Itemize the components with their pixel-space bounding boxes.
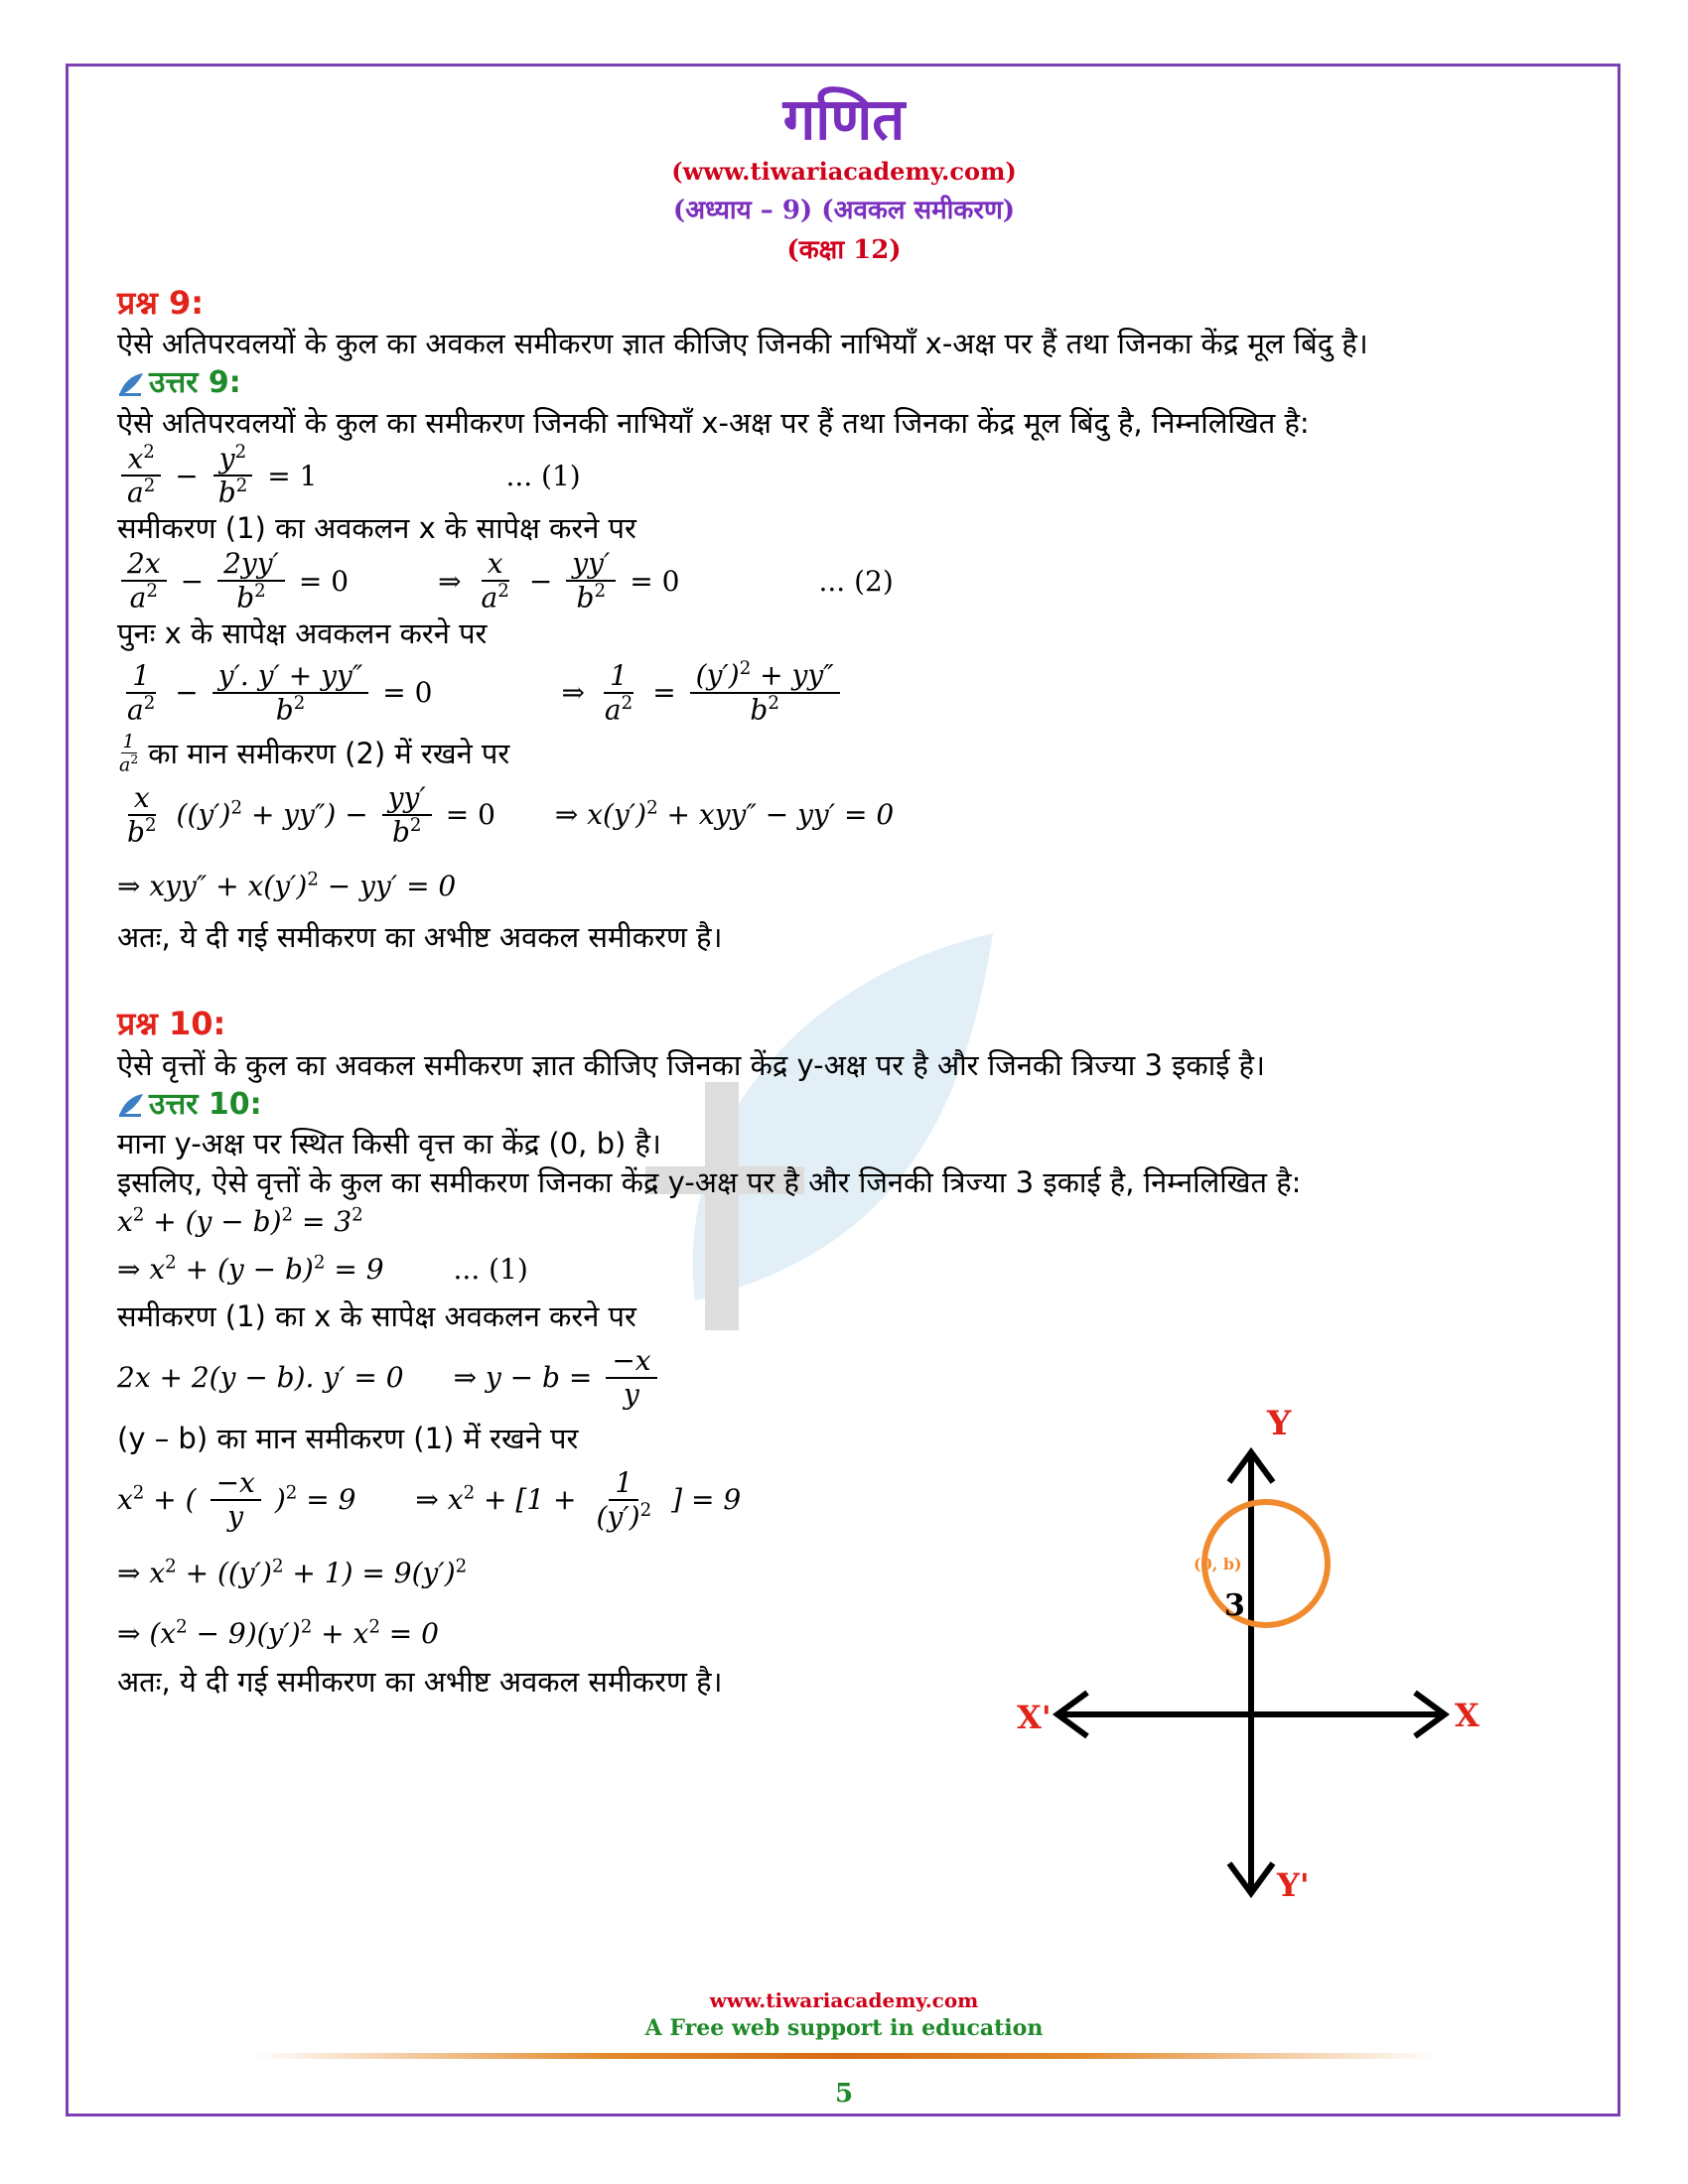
question-10-title: प्रश्न 10:	[117, 1005, 226, 1043]
radius-label: 3	[1224, 1588, 1245, 1623]
q10-equation-1: ⇒ $x^2 + (y - b)^2 = 9$ ... (1)	[117, 1242, 1597, 1297]
pen-icon	[117, 1092, 145, 1118]
q10-equation-0: $x^2 + (y - b)^2 = 3^2$	[117, 1205, 363, 1239]
q9-eq1-ref: ... (1)	[505, 459, 581, 492]
q10-line-1: माना y-अक्ष पर स्थित किसी वृत्त का केंद्र (0, b) है।	[117, 1127, 661, 1161]
q10-conclusion: अतः, ये दी गई समीकरण का अभीष्ट अवकल समीकरण है।	[117, 1664, 723, 1699]
q9-equation-1: $\frac{x^2}{a^2}$ − $\frac{y^2}{b^2}$ = 1 ... (1)	[117, 443, 1597, 509]
answer-9-intro: ऐसे अतिपरवलयों के कुल का समीकरण जिनकी नाभियाँ x-अक्ष पर हैं तथा जिनका केंद्र मूल बिंदु है, निम्नलिखित है:	[117, 405, 1310, 440]
q9-equation-4: $\frac{x}{b^2}$ $((y')^2 + yy'')$ − $\frac{yy'}{b^2}$ = 0 ⇒ $x(y')^2 + xyy'' - yy' = 0$	[127, 780, 895, 849]
footer-tagline: A Free web support in education	[644, 2015, 1044, 2041]
header-site: (www.tiwariacademy.com)	[671, 157, 1017, 186]
y-neg-axis-label: Y'	[1277, 1866, 1310, 1904]
q10-eq1-ref: ... (1)	[453, 1252, 528, 1286]
y-axis-label: Y	[1267, 1404, 1292, 1443]
question-10-text: ऐसे वृत्तों के कुल का अवकल समीकरण ज्ञात कीजिए जिनका केंद्र y-अक्ष पर है और जिनकी त्रिज्या 3 इकाई है।	[117, 1047, 1266, 1082]
answer-10-label: उत्तर 10:	[149, 1086, 262, 1122]
chapter-label: (अध्याय – 9) (अवकल समीकरण)	[672, 196, 1016, 225]
q10-equation-3: $x^2$ + ( $\frac{-x}{y}$ )$^2$ = 9 ⇒ $x^2 + [1$ + $\frac{1}{(y')^2}$ ] = 9	[117, 1465, 742, 1534]
q9-eq2-ref: ... (2)	[818, 564, 894, 598]
footer-site: www.tiwariacademy.com	[709, 1988, 979, 2012]
class-label: (कक्षा 12)	[786, 235, 902, 265]
q9-step-2: पुनः x के सापेक्ष अवकलन करने पर	[117, 615, 488, 650]
q9-step-3-row	[117, 730, 1597, 776]
question-9-text: ऐसे अतिपरवलयों के कुल का अवकल समीकरण ज्ञात कीजिए जिनकी नाभियाँ x-अक्ष पर हैं तथा जिनका केंद्र मूल बिंदु है।	[117, 327, 1368, 361]
q10-equation-2: 2x + 2(y − b). y′ = 0 ⇒ y − b = $\frac{-x}{y}$	[117, 1336, 1597, 1420]
q9-conclusion: अतः, ये दी गई समीकरण का अभीष्ट अवकल समीकरण है।	[117, 920, 723, 955]
circle-center-point	[1248, 1561, 1254, 1567]
x-axis-label: X	[1455, 1697, 1479, 1734]
x-neg-axis-label: X'	[1017, 1699, 1052, 1736]
page-number: 5	[834, 2079, 854, 2109]
q10-line-2: इसलिए, ऐसे वृत्तों के कुल का समीकरण जिनका केंद्र y-अक्ष पर है और जिनकी त्रिज्या 3 इकाई है, निम्नलिखित है:	[117, 1165, 1302, 1200]
answer-10-title	[117, 1085, 1597, 1126]
q10-equation-5: ⇒ $(x^2 - 9)(y')^2 + x^2 = 0$	[117, 1616, 439, 1650]
one-over-a-squared: $\frac{1}{a^2}$	[119, 730, 139, 776]
q9-step-3: का मान समीकरण (2) में रखने पर	[148, 737, 510, 771]
footer-divider	[253, 2053, 1435, 2059]
question-9-title: प्रश्न 9:	[117, 284, 205, 322]
q9-step-1: समीकरण (1) का अवकलन x के सापेक्ष करने पर	[117, 511, 636, 545]
page-title: गणित	[782, 85, 906, 153]
q9-equation-3: $\frac{1}{a^2}$ − $\frac{y'. y' + yy''}{b^2}$ = 0 ⇒ $\frac{1}{a^2}$ = $\frac{(y')^2 + yy''}{b^2}$	[117, 653, 1597, 733]
q9-equation-5: ⇒ $xyy'' + x(y')^2 - yy' = 0$	[117, 869, 457, 903]
q10-equation-4: ⇒ $x^2 + ((y')^2 + 1) = 9(y')^2$	[117, 1556, 468, 1589]
q10-step-2: (y – b) का मान समीकरण (1) में रखने पर	[117, 1421, 579, 1455]
q9-equation-2: $\frac{2x}{a^2}$ − $\frac{2yy'}{b^2}$ = 0 ⇒ $\frac{x}{a^2}$ − $\frac{yy'}{b^2}$ = 0 ... (2)	[117, 548, 1597, 614]
circle-graph	[1003, 1395, 1499, 1911]
center-label: (0, b)	[1194, 1555, 1242, 1573]
q10-step-1: समीकरण (1) का x के सापेक्ष अवकलन करने पर	[117, 1298, 636, 1333]
answer-9-label: उत्तर 9:	[149, 365, 241, 401]
answer-9-title	[117, 363, 1597, 404]
pen-icon	[117, 371, 145, 397]
